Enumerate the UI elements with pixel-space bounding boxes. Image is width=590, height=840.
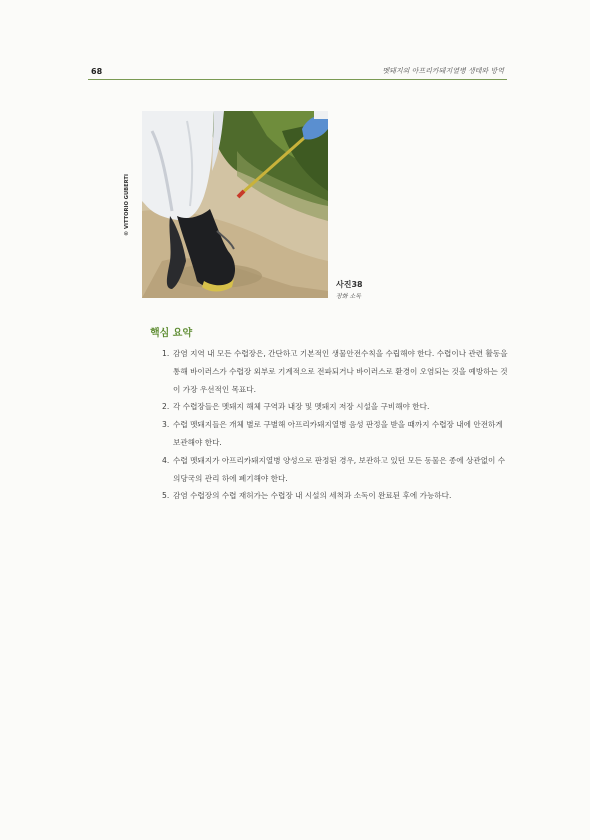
running-title: 멧돼지의 아프리카돼지열병 생태와 방역 <box>382 67 504 75</box>
list-item-text: 감염 지역 내 모든 수렵장은, 간단하고 기본적인 생물안전수칙을 수립해야 한다. 수렵이나 관련 활동을 통해 바이러스가 수렵장 외부로 기계적으로 전파되거나 바이러스로 환경이 오염되는 것을 예방하는 것이 가장 우선적인 목표다. <box>173 349 508 394</box>
photo-credit: © VITTORIO GUBERTI <box>124 174 130 236</box>
list-item-text: 감염 수렵장의 수렵 재허가는 수렵장 내 시설의 세척과 소독이 완료된 후에 가능하다. <box>173 491 452 501</box>
list-item-number: 3. <box>162 420 170 430</box>
list-item-number: 4. <box>162 455 170 465</box>
list-item-text: 수렵 멧돼지가 아프리카돼지열병 양성으로 판정된 경우, 보관하고 있던 모든 동물은 종에 상관없이 수의당국의 관리 하에 폐기해야 한다. <box>173 455 506 483</box>
boot-disinfection-photo <box>142 111 328 298</box>
list-item <box>162 452 510 488</box>
list-item-number: 5. <box>162 491 170 501</box>
list-item <box>162 345 510 398</box>
list-item <box>162 487 510 505</box>
summary-heading: 핵심 요약 <box>150 328 193 339</box>
list-item-number: 2. <box>162 402 170 412</box>
page-number: 68 <box>91 67 103 76</box>
list-item-text: 수렵 멧돼지들은 개체 별로 구별해 아프리카돼지열병 음성 판정을 받을 때까지 수렵장 내에 안전하게 보관해야 한다. <box>173 420 503 447</box>
header-rule <box>88 79 507 80</box>
summary-list <box>162 345 510 505</box>
list-item-number: 1. <box>162 349 170 358</box>
list-item <box>162 416 510 452</box>
caption-title: 사진38 <box>336 280 363 289</box>
list-item-text: 각 수렵장들은 멧돼지 해체 구역과 내장 및 멧돼지 저장 시설을 구비해야 한다. <box>173 402 430 412</box>
caption-subtitle: 장화 소독 <box>336 293 362 300</box>
list-item <box>162 398 510 416</box>
